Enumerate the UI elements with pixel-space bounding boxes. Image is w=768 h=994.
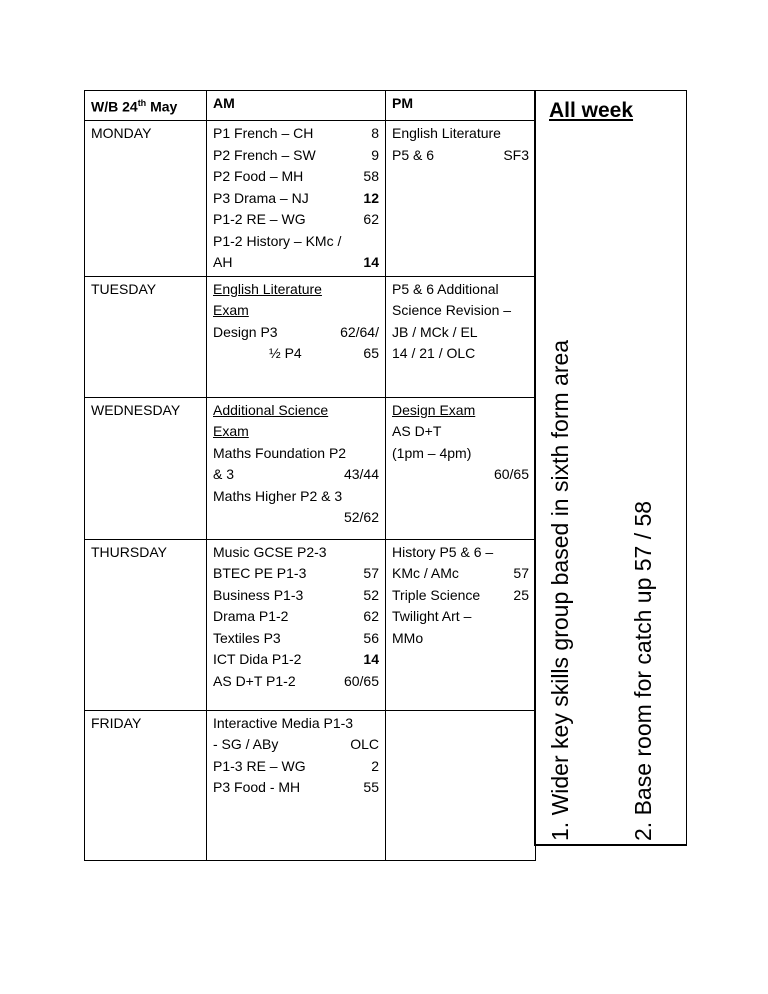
session-line: AS D+T P1-2 60/65 xyxy=(213,672,379,689)
am-cell xyxy=(207,397,386,539)
session-line: 52/62 xyxy=(343,509,379,526)
pm-cell xyxy=(386,397,536,539)
session-line: P3 Food - MH 55 xyxy=(213,779,379,796)
session-line: - SG / ABy OLC xyxy=(213,736,379,753)
session-line: Design Exam xyxy=(392,401,476,418)
day-label: MONDAY xyxy=(85,121,207,277)
day-row-friday xyxy=(85,710,536,860)
am-cell xyxy=(207,276,386,397)
all-week-note-1: 1. Wider key skills group based in sixth form area xyxy=(547,339,573,841)
session-line: English Literature xyxy=(392,125,501,142)
day-row-wednesday xyxy=(85,397,536,539)
day-row-thursday xyxy=(85,539,536,710)
all-week-note-2: 2. Base room for catch up 57 / 58 xyxy=(630,500,656,841)
session-line: Additional Science xyxy=(213,401,329,418)
day-label: THURSDAY xyxy=(85,539,207,710)
day-label: FRIDAY xyxy=(85,710,207,860)
session-line: Interactive Media P1-3 xyxy=(213,714,354,731)
session-line: KMc / AMc 57 xyxy=(392,565,529,582)
session-line: (1pm – 4pm) xyxy=(392,444,472,461)
session-line: P5 & 6 Additional xyxy=(392,280,499,297)
session-line: Textiles P3 56 xyxy=(213,629,379,646)
session-line: Science Revision – xyxy=(392,302,512,319)
am-cell xyxy=(207,121,386,277)
session-line: Business P1-3 52 xyxy=(213,586,379,603)
session-line: AH 14 xyxy=(213,254,379,271)
all-week-panel xyxy=(534,90,687,846)
timetable xyxy=(84,90,536,861)
session-line: 60/65 xyxy=(493,466,529,483)
session-line: English Literature xyxy=(213,280,322,297)
session-line: ICT Dida P1-2 14 xyxy=(213,651,379,668)
session-line: P2 Food – MH 58 xyxy=(213,168,379,185)
header-row xyxy=(85,91,536,121)
session-line: Exam xyxy=(213,423,249,440)
session-line: Triple Science 25 xyxy=(392,586,529,603)
day-label: TUESDAY xyxy=(85,276,207,397)
session-line: Design P3 62/64/ xyxy=(213,323,379,340)
pm-cell xyxy=(386,710,536,860)
session-line: P1-2 RE – WG 62 xyxy=(213,211,379,228)
session-line: 14 / 21 / OLC xyxy=(392,345,476,362)
session-line: BTEC PE P1-3 57 xyxy=(213,565,379,582)
session-line: P5 & 6 SF3 xyxy=(392,146,529,163)
day-row-tuesday xyxy=(85,276,536,397)
session-line: P3 Drama – NJ 12 xyxy=(213,189,379,206)
session-line: JB / MCk / EL xyxy=(392,323,478,340)
week-header: W/B 24th May xyxy=(85,91,207,121)
session-line: Exam xyxy=(213,302,249,319)
session-line: P1-2 History – KMc / xyxy=(213,232,342,249)
session-line: AS D+T xyxy=(392,423,442,440)
session-line: P1 French – CH 8 xyxy=(213,125,379,142)
session-line: & 3 43/44 xyxy=(213,466,379,483)
session-line: Twilight Art – xyxy=(392,608,472,625)
day-label: WEDNESDAY xyxy=(85,397,207,539)
am-header: AM xyxy=(207,91,386,121)
session-line: P1-3 RE – WG 2 xyxy=(213,757,379,774)
session-line: Maths Foundation P2 xyxy=(213,444,347,461)
session-line: P2 French – SW 9 xyxy=(213,146,379,163)
session-line: Maths Higher P2 & 3 xyxy=(213,487,343,504)
session-line: MMo xyxy=(392,629,424,646)
am-cell xyxy=(207,710,386,860)
session-line: Drama P1-2 62 xyxy=(213,608,379,625)
pm-cell xyxy=(386,121,536,277)
pm-cell xyxy=(386,539,536,710)
session-line: Music GCSE P2-3 xyxy=(213,543,327,560)
pm-header: PM xyxy=(386,91,536,121)
am-cell xyxy=(207,539,386,710)
session-line: ½ P4 65 xyxy=(269,345,379,362)
pm-cell xyxy=(386,276,536,397)
all-week-title: All week xyxy=(549,99,634,122)
session-line: History P5 & 6 – xyxy=(392,543,494,560)
day-row-monday xyxy=(85,121,536,277)
